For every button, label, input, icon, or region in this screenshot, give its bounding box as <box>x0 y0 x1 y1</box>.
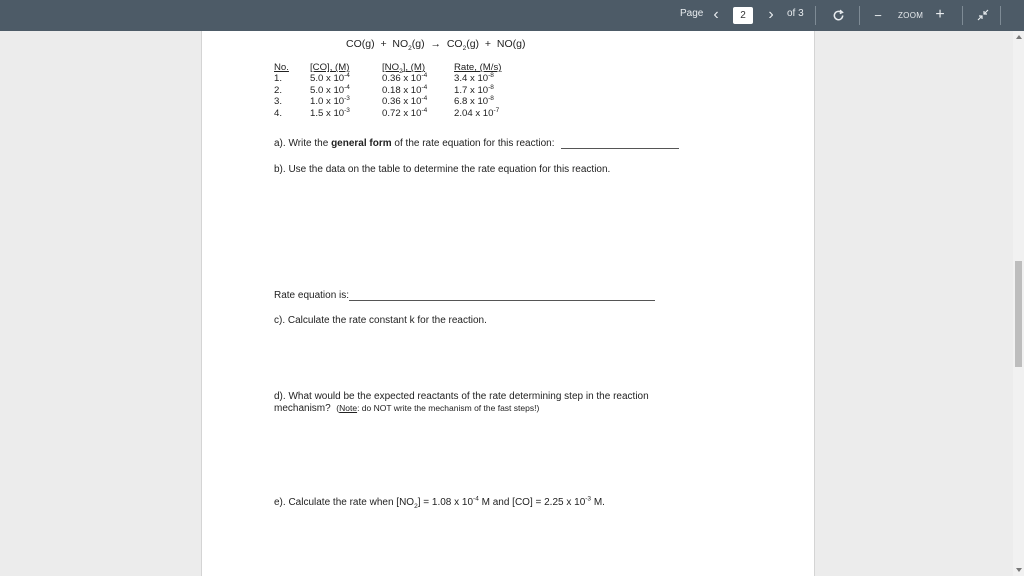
reaction-equation: $CO(g) + NO_2(g) \to CO_2(g) + NO(g)$ <box>346 38 526 53</box>
page-label: Page <box>680 8 704 19</box>
table-header: [CO], (M) <box>310 62 350 73</box>
toolbar-divider <box>962 6 963 25</box>
table-cell: 3.4 x $10^{-8}$ <box>454 72 494 85</box>
toolbar-divider <box>1000 6 1001 25</box>
question-d: d). What would be the expected reactants of the rate determining step in the reaction mechanism? (Note: do NOT write the mechanism of the fast steps!) <box>274 391 649 414</box>
plus-icon: + <box>935 6 945 23</box>
table-cell: 4. <box>274 107 283 119</box>
vertical-scrollbar[interactable] <box>1013 31 1024 576</box>
question-a: a). Write the general form of the rate equation for this reaction: <box>274 138 679 149</box>
chevron-left-icon: ‹ <box>713 6 719 23</box>
table-cell: 2.04 x $10^{-7}$ <box>454 106 500 119</box>
answer-line <box>561 148 679 149</box>
table-cell: 1. <box>274 73 283 85</box>
minus-icon: − <box>874 7 882 23</box>
table-cell: 2. <box>274 84 283 96</box>
question-c: c). Calculate the rate constant k for the reaction. <box>274 315 487 326</box>
table-cell: 0.72 x $10^{-4}$ <box>382 106 428 119</box>
table-cell: 0.18 x $10^{-4}$ <box>382 83 428 96</box>
answer-line <box>349 300 655 301</box>
document-page <box>201 31 815 576</box>
scroll-down-icon[interactable] <box>1016 568 1022 572</box>
table-column-rate <box>454 62 501 119</box>
viewer-toolbar <box>0 0 1024 31</box>
document-viewer <box>0 31 1024 576</box>
table-column-co <box>310 62 350 119</box>
table-column-no2 <box>382 62 427 119</box>
collapse-arrows-icon <box>977 9 989 21</box>
scrollbar-thumb[interactable] <box>1015 261 1022 367</box>
table-cell: 5.0 x $10^{-4}$ <box>310 83 350 96</box>
rotate-button[interactable] <box>829 4 847 26</box>
table-cell: 1.0 x $10^{-3}$ <box>310 95 350 108</box>
table-cell: 1.5 x $10^{-3}$ <box>310 106 350 119</box>
table-cell: 1.7 x $10^{-8}$ <box>454 83 494 96</box>
table-cell: 5.0 x $10^{-4}$ <box>310 72 350 85</box>
toolbar-divider <box>859 6 860 25</box>
page-number-input[interactable]: 2 <box>733 7 753 24</box>
table-header: No. <box>274 62 289 73</box>
zoom-in-button[interactable] <box>933 4 947 26</box>
table-cell: 0.36 x $10^{-4}$ <box>382 95 428 108</box>
table-header: Rate, (M/s) <box>454 62 502 73</box>
prev-page-button[interactable] <box>709 4 723 26</box>
scroll-up-icon[interactable] <box>1016 35 1022 39</box>
fullscreen-button[interactable] <box>975 4 991 26</box>
table-column-no <box>274 62 289 119</box>
rotate-icon <box>832 9 845 22</box>
question-b: b). Use the data on the table to determine the rate equation for this reaction. <box>274 164 611 175</box>
chevron-right-icon: › <box>768 6 774 23</box>
table-cell: 0.36 x $10^{-4}$ <box>382 72 428 85</box>
toolbar-divider <box>815 6 816 25</box>
page-count: of 3 <box>787 8 804 19</box>
table-cell: 6.8 x $10^{-8}$ <box>454 95 494 108</box>
table-header: $[NO_2]$, (M) <box>382 62 426 75</box>
zoom-out-button[interactable] <box>871 4 885 26</box>
next-page-button[interactable] <box>764 4 778 26</box>
question-e: e). Calculate the rate when $[NO_2] = 1.08$ x $10^{-4}$ M and [CO] = 2.25 x $10^{-3}$ M. <box>274 495 605 510</box>
zoom-label: ZOOM <box>898 11 924 20</box>
rate-equation-answer: Rate equation is: <box>274 290 655 301</box>
arrow-icon: → <box>430 38 441 50</box>
table-cell: 3. <box>274 96 283 108</box>
